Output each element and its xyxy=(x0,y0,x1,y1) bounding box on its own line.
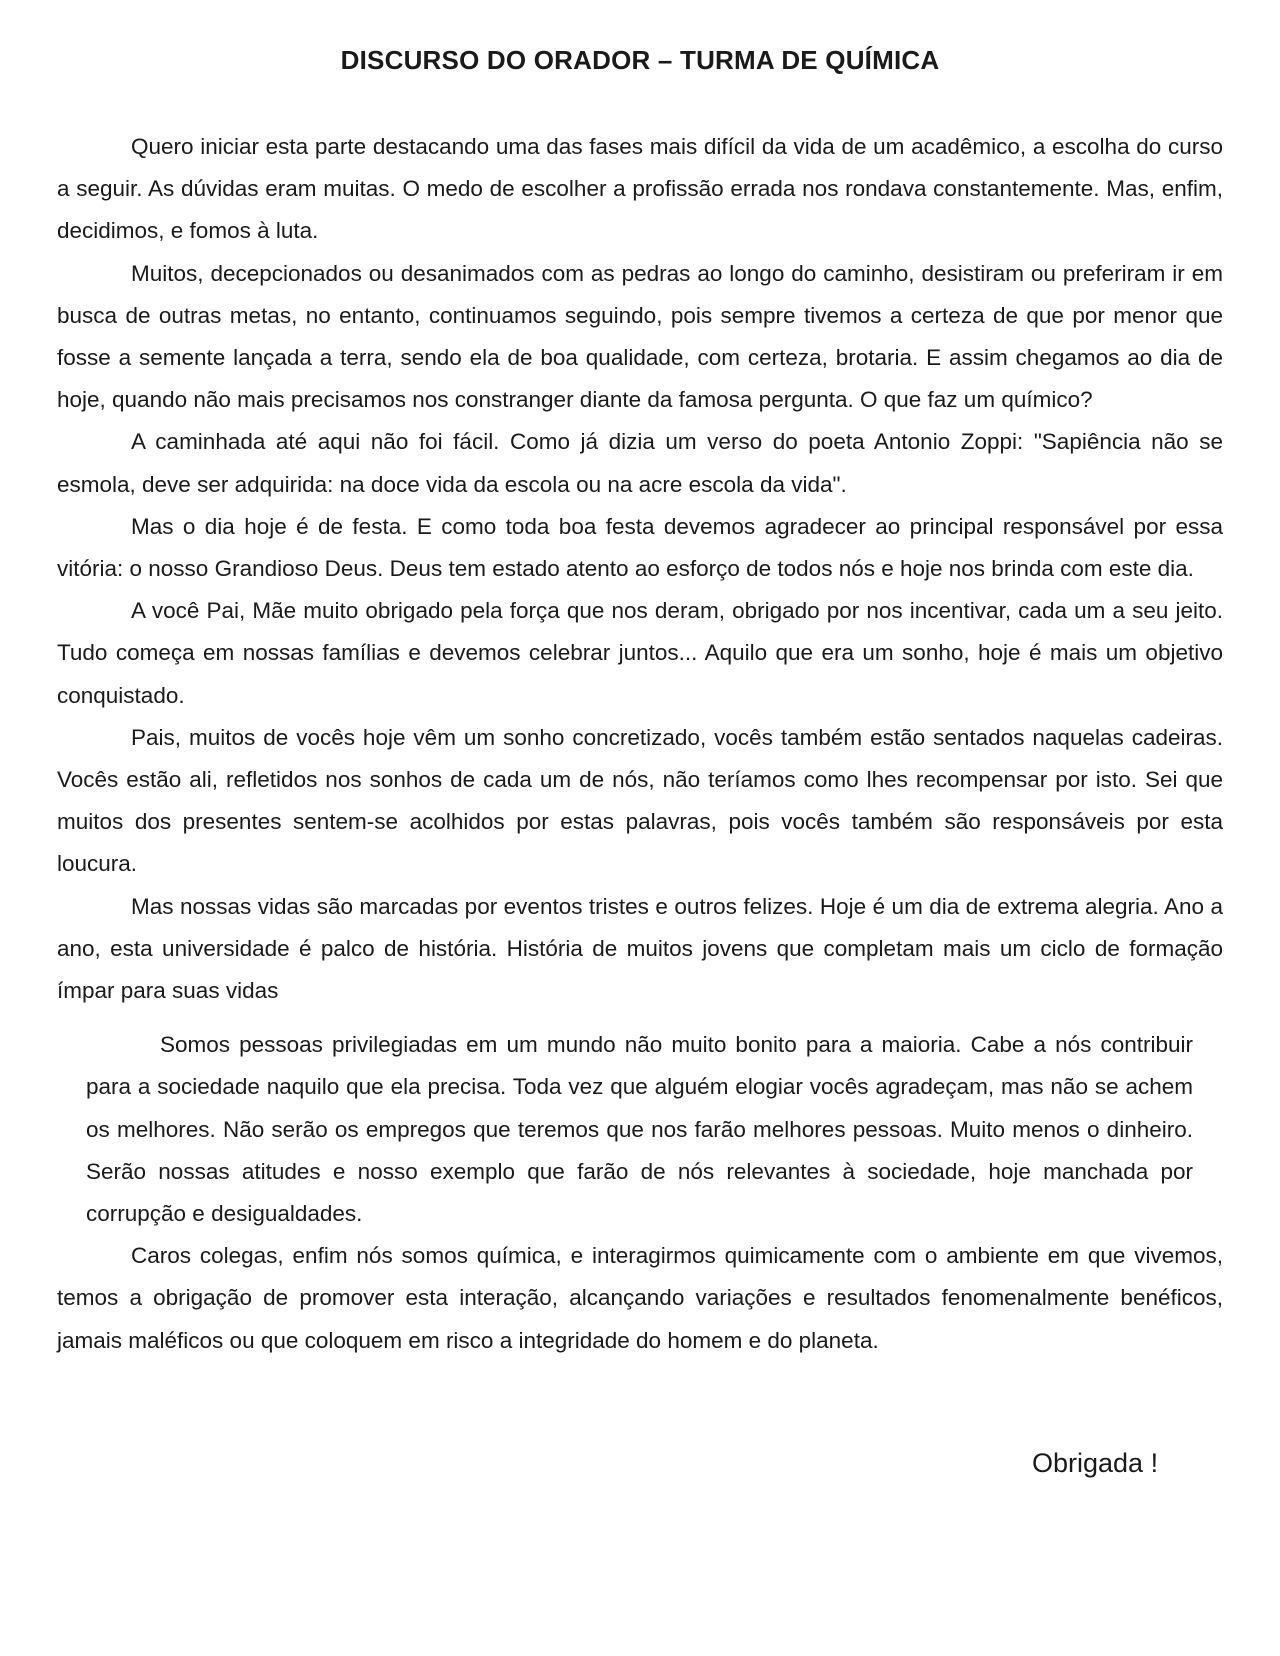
paragraph-5: A você Pai, Mãe muito obrigado pela força que nos deram, obrigado por nos incentivar, cada um a seu jeito. Tudo começa em nossas famílias e devemos celebrar juntos... Aquilo que era um sonho, hoje é mais um objetivo conquistado. xyxy=(57,598,1223,708)
paragraph-7: Mas nossas vidas são marcadas por eventos tristes e outros felizes. Hoje é um dia de extrema alegria. Ano a ano, esta universidade é palco de história. História de muitos jovens que completam mais um ciclo de formação ímpar para suas vidas xyxy=(57,893,1223,1004)
paragraph-1: Quero iniciar esta parte destacando uma das fases mais difícil da vida de um acadêmico, a escolha do curso a seguir. As dúvidas eram muitas. O medo de escolher a profissão errada nos rondava constantemente. Mas, enfim, decidimos, e fomos à luta. xyxy=(57,134,1223,244)
paragraph-8-indented-block: Somos pessoas privilegiadas em um mundo não muito bonito para a maioria. Cabe a nós contribuir para a sociedade naquilo que ela precisa. Toda vez que alguém elogiar vocês agradeçam, mas não se achem os melhores. Não serão os empregos que teremos que nos farão melhores pessoas. Muito menos o dinheiro. Serão nossas atitudes e nosso exemplo que farão de nós relevantes à sociedade, hoje manchada por corrupção e desigualdades. xyxy=(86,1032,1193,1227)
document-title: DISCURSO DO ORADOR – TURMA DE QUÍMICA xyxy=(340,45,940,75)
paragraph-2: Muitos, decepcionados ou desanimados com as pedras ao longo do caminho, desistiram ou preferiram ir em busca de outras metas, no entanto, continuamos seguindo, pois sempre tivemos a certeza de que por menor que fosse a semente lançada a terra, sendo ela de boa qualidade, com certeza, brotaria. E assim chegamos ao dia de hoje, quando não mais precisamos nos constranger diante da famosa pergunta. O que faz um químico? xyxy=(57,260,1223,413)
paragraph-3: A caminhada até aqui não foi fácil. Como já dizia um verso do poeta Antonio Zoppi: "Sapiência não se esmola, deve ser adquirida: na doce vida da escola ou na acre escola da vida". xyxy=(57,429,1223,497)
closing-signoff: Obrigada ! xyxy=(1032,1448,1159,1478)
paragraph-9: Caros colegas, enfim nós somos química, e interagirmos quimicamente com o ambiente em que vivemos, temos a obrigação de promover esta interação, alcançando variações e resultados fenomenalmente benéficos, jamais maléficos ou que coloquem em risco a integridade do homem e do planeta. xyxy=(57,1243,1223,1353)
document-body xyxy=(57,126,1223,1362)
paragraph-6: Pais, muitos de vocês hoje vêm um sonho concretizado, vocês também estão sentados naquelas cadeiras. Vocês estão ali, refletidos nos sonhos de cada um de nós, não teríamos como lhes recompensar por isto. Sei que muitos dos presentes sentem-se acolhidos por estas palavras, pois vocês também são responsáveis por esta loucura. xyxy=(57,724,1223,877)
paragraph-4: Mas o dia hoje é de festa. E como toda boa festa devemos agradecer ao principal responsável por essa vitória: o nosso Grandioso Deus. Deus tem estado atento ao esforço de todos nós e hoje nos brinda com este dia. xyxy=(57,513,1223,582)
